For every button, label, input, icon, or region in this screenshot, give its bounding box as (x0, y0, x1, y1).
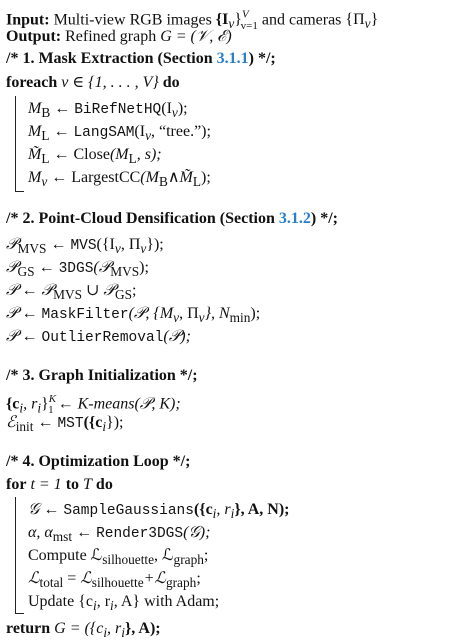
input-and-text: and cameras (261, 11, 342, 29)
output-expression: G = (𝒱, ℰ) (160, 28, 232, 45)
line-mst: ℰ$_{init}$ ← $MST(\{c_i\})$; (6, 414, 124, 435)
section-2-header: /* 2. Point-Cloud Densification (Section 3.1.2) */; (6, 210, 338, 227)
line-update-adam: Update {$c_i$, $r_i$, A} with Adam; (28, 593, 220, 614)
line-p-union: 𝒫 ← 𝒫$_{MVS}$ ∪ 𝒫$_{GS}$; (6, 282, 137, 303)
return-line: return $G = (\{c_i$, $r_i$}, A); (6, 620, 161, 641)
line-p-gs: 𝒫$_{GS}$ ← 3DGS(𝒫$_{MVS}$); (6, 259, 149, 280)
input-cameras-symbol: $\{\Pi_v\}$ (345, 11, 379, 32)
input-images-symbol: $\{I_v\}^V_{v=1}$ (215, 9, 258, 32)
line-p-outlier: 𝒫 ← OutlierRemoval(𝒫); (6, 328, 191, 346)
for-keyword: for (6, 476, 27, 493)
line-mb: $M_B$ ← $BiRefNetHQ(I_v)$; (28, 100, 188, 121)
line-ml: $M_L$ ← $LangSAM(I_v$, “tree.”); (28, 123, 211, 144)
output-label: Output: (6, 28, 62, 45)
foreach-keyword: foreach (6, 74, 58, 91)
line-render3dgs: α, $\alpha_{mst}$ ← Render3DGS(𝒢); (28, 524, 211, 545)
output-line (6, 27, 232, 49)
line-kmeans: {$c_i$, $r_i\}^K_1$ ← K-means(𝒫, K); (6, 393, 181, 416)
loop-1-scope-bar (15, 96, 16, 192)
line-p-maskfilter: 𝒫 ← MaskFilter(𝒫, {$M_v$, $\Pi_v$}, $N_{min}$); (6, 305, 261, 326)
return-keyword: return (6, 620, 51, 637)
line-compute-losses: Compute ℒ$_{silhouette}$, ℒ$_{graph}$; (28, 547, 209, 568)
section-1-header: /* 1. Mask Extraction (Section 3.1.1) */; (6, 50, 276, 67)
for-line: for t = 1 to T do (6, 476, 113, 493)
to-keyword: to (65, 476, 80, 493)
loop-4-scope-bar (15, 497, 16, 614)
section-ref-3-1-1[interactable]: 3.1.1 (216, 50, 249, 67)
section-4-header: /* 4. Optimization Loop */; (6, 453, 191, 470)
foreach-line (6, 73, 180, 95)
input-label: Input: (6, 11, 50, 29)
section-ref-3-1-2[interactable]: 3.1.2 (278, 210, 311, 227)
line-mv: $M_v$ ← $LargestCC(M_B\wedge M̃_L)$; (28, 169, 211, 190)
output-text: Refined graph (65, 28, 157, 45)
line-sample-gaussians: 𝒢 ← $SampleGaussians(\{c_i$, $r_i$}, A, N); (28, 501, 290, 522)
line-total-loss: ℒ$_{total}$ = ℒ$_{silhouette}$+ℒ$_{graph}$; (28, 570, 201, 591)
input-text: Multi-view RGB images (53, 11, 212, 29)
foreach-condition: v ∈ {1, . . . , V} (61, 74, 159, 91)
line-p-mvs: 𝒫$_{MVS}$ ← $MVS(\{I_v$, $\Pi_v$}); (6, 236, 164, 257)
do-keyword-2: do (95, 476, 113, 493)
line-ml-tilde: $M̃_L$ ← $Close(M_L$, s); (28, 146, 162, 167)
input-line (6, 5, 379, 32)
section-3-header: /* 3. Graph Initialization */; (6, 367, 198, 384)
do-keyword: do (162, 74, 180, 91)
